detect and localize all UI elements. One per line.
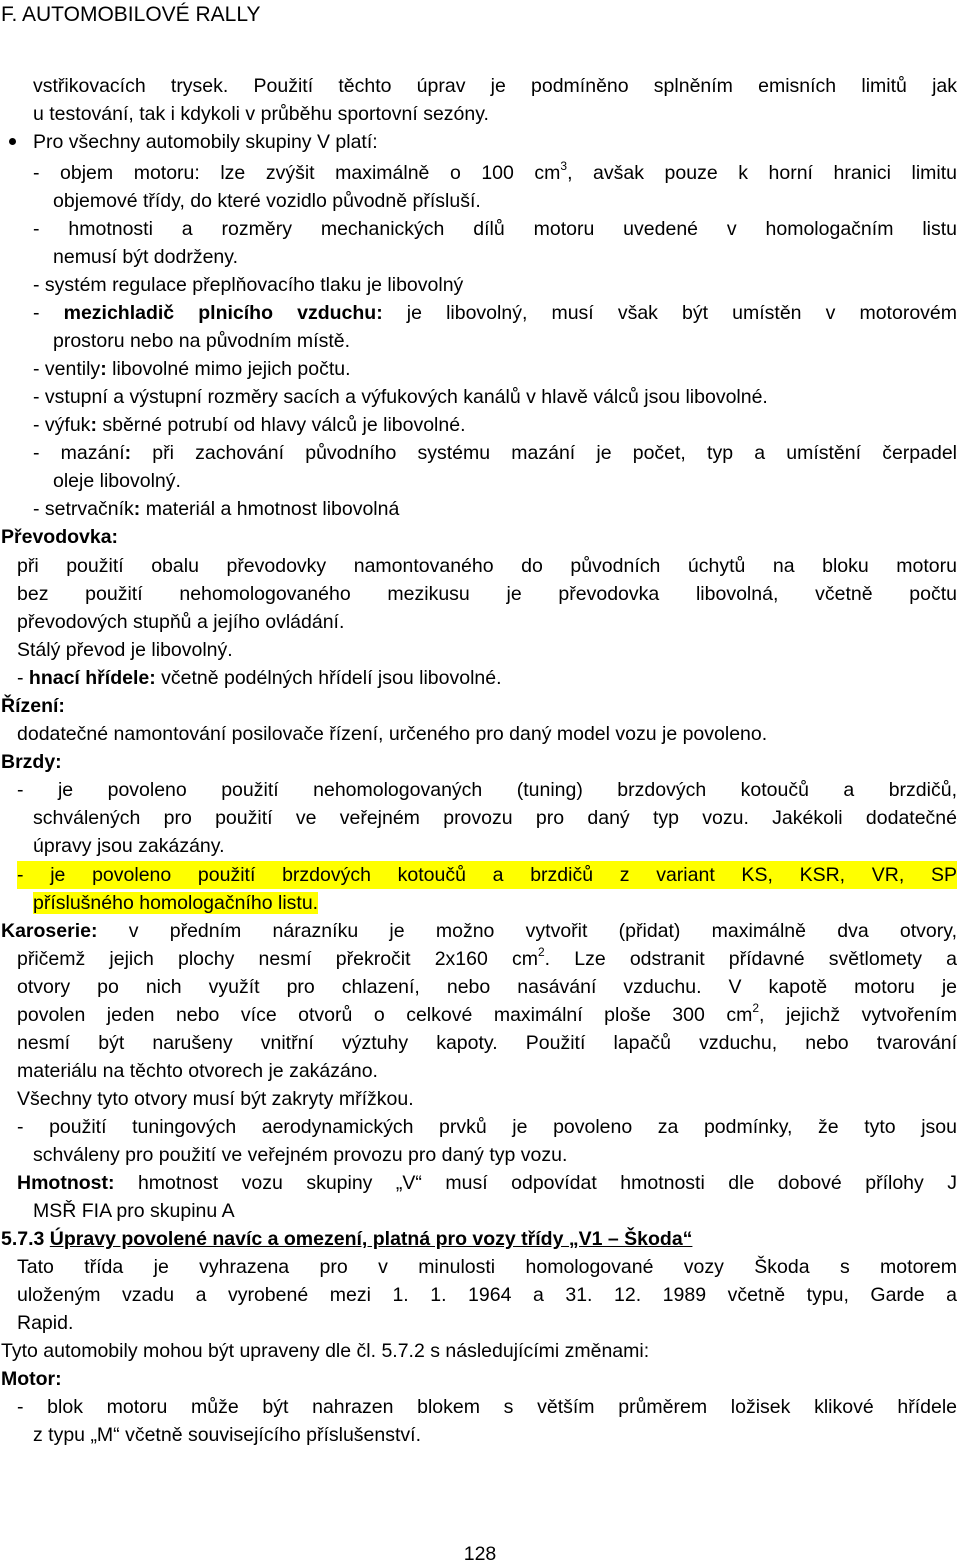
text-line: přičemž jejich plochy nesmí překročit 2x160 $cm^2$. Lze odstranit přídavné světlomety a <box>17 945 957 970</box>
page-number: 128 <box>463 1543 497 1565</box>
heading-prevodovka: Převodovka: <box>1 526 119 548</box>
highlighted-line: - je povoleno použití brzdových kotoučů a brzdičů z variant KS, KSR, VR, SP <box>17 861 957 889</box>
text-line: bez použití nehomologovaného mezikusu je převodovka libovolná, včetně počtu <box>17 583 957 605</box>
highlighted-line: příslušného homologačního listu. <box>33 892 319 914</box>
heading-brzdy: Brzdy: <box>1 751 62 773</box>
text-line: Karoserie: v předním nárazníku je možno vytvořit (přidat) maximálně dva otvory, <box>1 920 957 942</box>
text-line: - použití tuningových aerodynamických prvků je povoleno za podmínky, že tyto jsou <box>17 1116 957 1138</box>
text-line: Stálý převod je libovolný. <box>17 639 233 661</box>
text-line: objemové třídy, do které vozidlo původně přísluší. <box>53 190 481 212</box>
text-line: - mezichladič plnicího vzduchu: je libovolný, musí však být umístěn v motorovém <box>33 302 957 324</box>
text-line: - hnací hřídele: včetně podélných hřídelí jsou libovolné. <box>17 667 502 689</box>
text-line: Tato třída je vyhrazena pro v minulosti homologované vozy Škoda s motorem <box>17 1256 957 1278</box>
text-line: povolen jeden nebo více otvorů o celkové maximální ploše 300 $cm^2$, jejichž vytvořením <box>17 1001 957 1026</box>
text-line: dodatečné namontování posilovače řízení, určeného pro daný model vozu je povoleno. <box>17 723 768 745</box>
text-line: - systém regulace přeplňovacího tlaku je libovolný <box>33 274 464 296</box>
text-line: otvory po nich využít pro chlazení, nebo nasávání vzduchu. V kapotě motoru je <box>17 976 957 998</box>
section-header: F. AUTOMOBILOVÉ RALLY <box>1 3 261 26</box>
text-line: uloženým vzadu a vyrobené mezi 1. 1. 1964 a 31. 12. 1989 včetně typu, Garde a <box>17 1284 957 1306</box>
section-heading: 5.7.3 Úpravy povolené navíc a omezení, platná pro vozy třídy „V1 – Škoda“ <box>1 1228 693 1250</box>
text-line: Hmotnost: hmotnost vozu skupiny „V“ musí odpovídat hmotnosti dle dobové přílohy J <box>17 1172 957 1194</box>
text-line: - vstupní a výstupní rozměry sacích a výfukových kanálů v hlavě válců jsou libovolné. <box>33 386 768 408</box>
text-line: oleje libovolný. <box>53 470 181 492</box>
text-line: Pro všechny automobily skupiny V platí: <box>33 131 378 153</box>
text-line: schváleny pro použití ve veřejném provozu pro daný typ vozu. <box>33 1144 568 1166</box>
text-line: nemusí být dodrženy. <box>53 246 238 268</box>
text-line: Rapid. <box>17 1312 74 1334</box>
text-line: schválených pro použití ve veřejném provozu pro daný typ vozu. Jakékoli dodatečné <box>33 807 957 829</box>
text-line: - je povoleno použití nehomologovaných (tuning) brzdových kotoučů a brzdičů, <box>17 779 957 801</box>
text-line: nesmí být narušeny vnitřní výztuhy kapoty. Použití lapačů vzduchu, nebo tvarování <box>17 1032 957 1054</box>
text-line: úpravy jsou zakázány. <box>33 835 225 857</box>
text-line: Tyto automobily mohou být upraveny dle čl. 5.7.2 s následujícími změnami: <box>1 1340 650 1362</box>
bullet-icon <box>9 138 16 145</box>
text-line: vstřikovacích trysek. Použití těchto úprav je podmíněno splněním emisních limitů jak <box>33 75 957 97</box>
text-line: - blok motoru může být nahrazen blokem s větším průměrem ložisek klikové hřídele <box>17 1396 957 1418</box>
text-line: materiálu na těchto otvorech je zakázáno. <box>17 1060 378 1082</box>
text-line: u testování, tak i kdykoli v průběhu sportovní sezóny. <box>33 103 489 125</box>
heading-motor: Motor: <box>1 1368 62 1390</box>
text-line: - hmotnosti a rozměry mechanických dílů motoru uvedené v homologačním listu <box>33 218 957 240</box>
text-line: - výfuk: sběrné potrubí od hlavy válců je libovolné. <box>33 414 466 436</box>
text-line: - mazání: při zachování původního systému mazání je počet, typ a umístění čerpadel <box>33 442 957 464</box>
text-line: při použití obalu převodovky namontovaného do původních úchytů na bloku motoru <box>17 555 957 577</box>
text-line: prostoru nebo na původním místě. <box>53 330 351 352</box>
text-line: Všechny tyto otvory musí být zakryty mřížkou. <box>17 1088 414 1110</box>
text-line: - ventily: libovolné mimo jejich počtu. <box>33 358 351 380</box>
heading-rizeni: Řízení: <box>1 695 65 717</box>
text-line: - setrvačník: materiál a hmotnost libovolná <box>33 498 400 520</box>
text-line: - objem motoru: lze zvýšit maximálně o 100 $cm^3$, avšak pouze k horní hranici limitu <box>33 159 957 184</box>
text-line: MSŘ FIA pro skupinu A <box>33 1200 235 1222</box>
text-line: z typu „M“ včetně souvisejícího příslušenství. <box>33 1424 421 1446</box>
text-line: převodových stupňů a jejího ovládání. <box>17 611 345 633</box>
